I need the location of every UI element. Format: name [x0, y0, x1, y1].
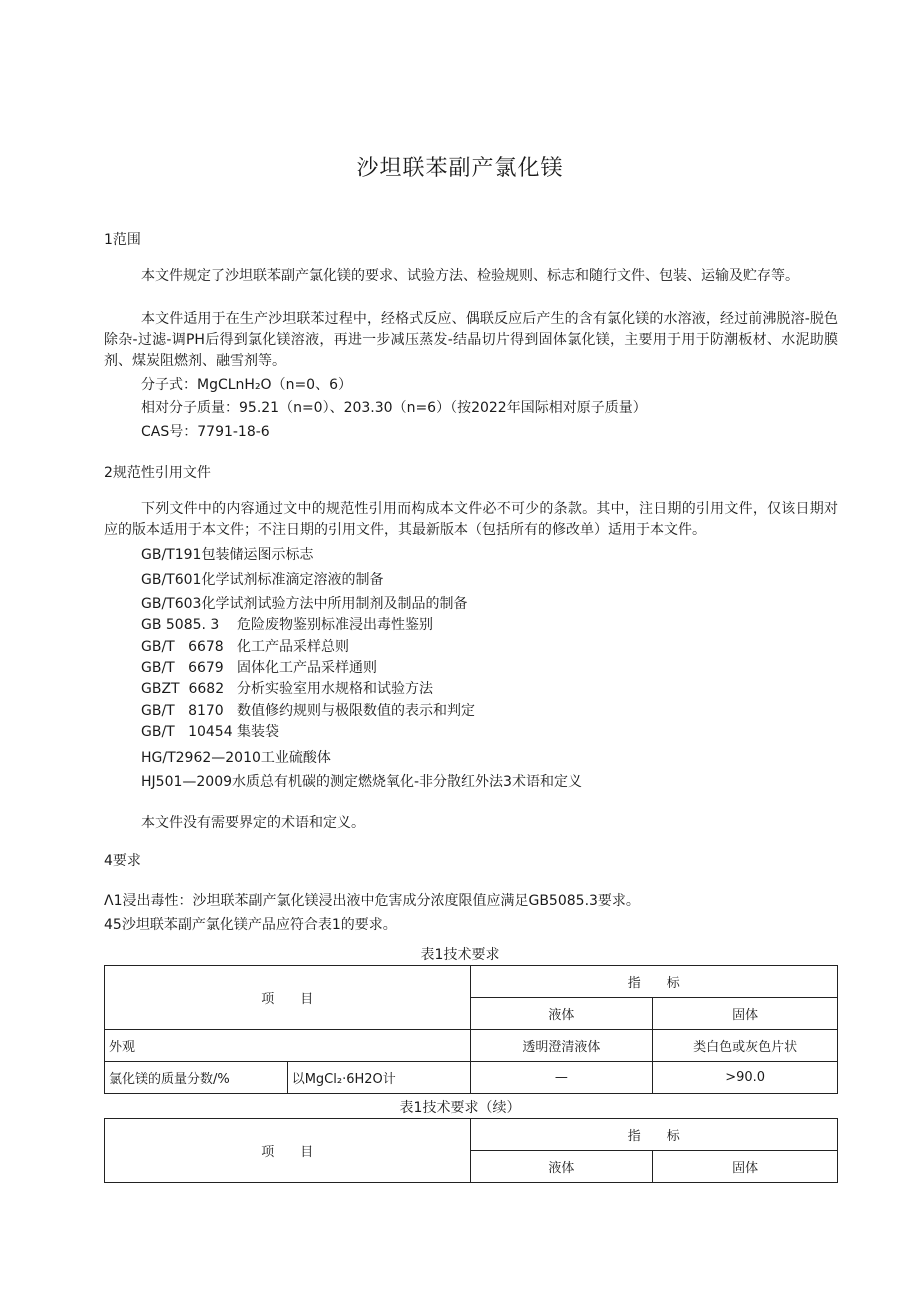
technical-requirements-table-continued — [104, 1118, 838, 1183]
formula-label: 分子式： — [141, 377, 197, 393]
reference-name: 危险废物鉴别标准浸出毒性鉴别 — [237, 617, 433, 633]
reference-name: 数值修约规则与极限数值的表示和判定 — [237, 703, 475, 719]
reference-name: 集装袋 — [237, 724, 279, 740]
document-title: 沙坦联苯副产氯化镁 — [356, 156, 564, 181]
reference-item — [141, 679, 433, 699]
header-index: 指 标 — [470, 966, 837, 998]
molecular-formula — [141, 375, 352, 395]
requirement-item-2: 45沙坦联苯副产氯化镁产品应符合表1的要求。 — [104, 917, 397, 933]
cas-number — [141, 422, 270, 442]
header-liquid: 液体 — [470, 998, 653, 1030]
header-solid: 固体 — [653, 998, 838, 1030]
reference-item: GB/T191包装储运图示标志 — [141, 547, 314, 563]
row-liquid: — — [470, 1062, 653, 1094]
header-liquid: 液体 — [470, 1151, 653, 1183]
reference-name: 分析实验室用水规格和试验方法 — [237, 681, 433, 697]
header-item: 项 目 — [105, 1119, 471, 1183]
row-solid: >90.0 — [653, 1062, 838, 1094]
reference-name: 化工产品采样总则 — [237, 639, 349, 655]
header-index: 指 标 — [470, 1119, 838, 1151]
reference-item — [141, 658, 377, 678]
table-1-caption: 表1技术要求 — [420, 947, 500, 963]
section-2-heading: 2规范性引用文件 — [104, 465, 211, 481]
reference-code: GB/T 10454 — [141, 724, 233, 740]
table-row — [105, 1062, 838, 1094]
section-1-heading: 1范围 — [104, 232, 141, 248]
row-solid: 类白色或灰色片状 — [653, 1030, 838, 1062]
mass-value: 95.21（n=0）、203.30（n=6）（按2022年国际相对原子质量） — [239, 400, 647, 416]
requirement-item-1: Λ1浸出毒性：沙坦联苯副产氯化镁浸出液中危害成分浓度限值应满足GB5085.3要求。 — [104, 893, 640, 909]
table-row — [105, 1030, 838, 1062]
terms-note: 本文件没有需要界定的术语和定义。 — [141, 815, 365, 831]
reference-item — [141, 637, 349, 657]
references-intro: 下列文件中的内容通过文中的规范性引用而构成本文件必不可少的条款。其中，注日期的引用文件，仅该日期对应的版本适用于本文件；不注日期的引用文件，其最新版本（包括所有的修改单）适用于本文件。 — [104, 501, 838, 538]
reference-item — [141, 615, 433, 635]
cas-label: CAS号： — [141, 424, 198, 440]
row-item: 氯化镁的质量分数/% — [105, 1062, 288, 1094]
reference-item: HG/T2962—2010工业硫酸体 — [141, 750, 331, 766]
table-1-cont-caption: 表1技术要求（续） — [399, 1100, 521, 1116]
scope-paragraph-1: 本文件规定了沙坦联苯副产氯化镁的要求、试验方法、检验规则、标志和随行文件、包装、运输及贮存等。 — [141, 268, 799, 284]
reference-name: 固体化工产品采样通则 — [237, 660, 377, 676]
section-4-heading: 4要求 — [104, 853, 141, 869]
row-liquid: 透明澄清液体 — [470, 1030, 653, 1062]
row-item: 外观 — [105, 1030, 471, 1062]
molecular-mass — [141, 398, 647, 418]
header-item: 项 目 — [105, 966, 471, 1030]
reference-item: HJ501—2009水质总有机碳的测定燃烧氧化-非分散红外法3术语和定义 — [141, 774, 582, 790]
formula-value: MgCLnH₂O（n=0、6） — [197, 377, 352, 393]
reference-item — [141, 701, 475, 721]
reference-item: GB/T601化学试剂标准滴定溶液的制备 — [141, 572, 384, 588]
cas-value: 7791-18-6 — [197, 424, 270, 440]
reference-code: GB 5085. 3 — [141, 617, 220, 633]
reference-code: GB/T 8170 — [141, 703, 224, 719]
header-solid: 固体 — [653, 1151, 838, 1183]
reference-item: GB/T603化学试剂试验方法中所用制剂及制品的制备 — [141, 596, 468, 612]
row-sub: 以MgCl₂·6H2O计 — [287, 1062, 470, 1094]
reference-item — [141, 722, 279, 742]
reference-code: GB/T 6679 — [141, 660, 224, 676]
scope-paragraph-2: 本文件适用于在生产沙坦联苯过程中，经格式反应、偶联反应后产生的含有氯化镁的水溶液，经过前沸脱溶-脱色除杂-过滤-调PH后得到氯化镁溶液，再进一步减压蒸发-结晶切片得到固体氯化镁，主要用于用于防潮板材、水泥助膜剂、煤炭阻燃剂、融雪剂等。 — [104, 311, 838, 369]
reference-code: GBZT 6682 — [141, 681, 225, 697]
technical-requirements-table — [104, 965, 838, 1094]
reference-code: GB/T 6678 — [141, 639, 224, 655]
mass-label: 相对分子质量： — [141, 400, 239, 416]
